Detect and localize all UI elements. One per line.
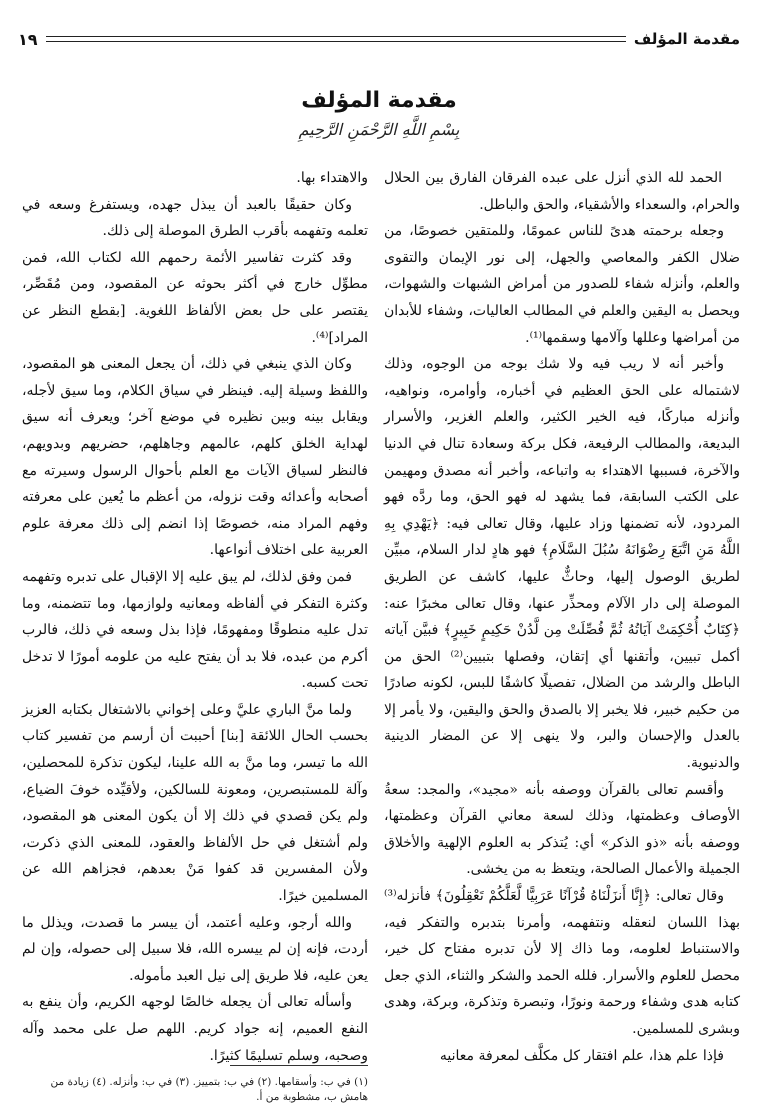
running-title: مقدمة المؤلف: [633, 30, 740, 48]
page-number: ١٩: [18, 29, 38, 49]
paragraph: وجعله برحمته هدىً للناس عمومًا، وللمتقين خصوصًا، من ضلال الكفر والمعاصي والجهل، إلى نور الإيمان والتقوى والعلم، وأنزله شفاء للصدور من أمراض الشبهات والشهوات، ويحصل به اليقين والعلم في المطالب العاليات، وشفاء للأبدان من أمراضها وعللها وآلامها وسقمها⁽¹⁾.: [384, 223, 740, 346]
paragraph: فإذا علم هذا، علم افتقار كل مكلَّف لمعرفة معانيه: [439, 1047, 724, 1064]
footnotes: [22, 1075, 368, 1105]
paragraph: وكان الذي ينبغي في ذلك، أن يجعل المعنى هو المقصود، واللفظ وسيلة إليه. فينظر في سياق الكلام، وما سيق لأجله، ويقابل بينه وبين نظيره في موضع آخر؛ ويعرف أنه سيق لهداية الخلق كلهم، عالمهم وجاهلهم، حضريهم وبدويهم، فالنظر لسياق الآيات مع العلم بأحوال الرسول وسيرته مع أصحابه وأعدائه وقت نزوله، من أعظم ما يُعين على معرفته وفهم المراد منه، خصوصًا إذا انضم إلى ذلك معرفة علوم العربية على اختلاف أنواعها.: [22, 356, 368, 559]
right-column: [384, 165, 740, 1069]
chapter-title: مقدمة المؤلف: [301, 88, 457, 113]
paragraph: والله أرجو، وعليه أعتمد، أن ييسر ما قصدت، ويذلل ما أردت، فإنه إن لم ييسره الله، فلا سبيل إلى حصوله، وإن لم يعن عليه، فلا طريق إلى نيل العبد مأموله.: [22, 914, 368, 984]
basmala: بِسْمِ اللَّهِ الرَّحْمَنِ الرَّحِيمِ: [298, 120, 460, 139]
paragraph: والاهتداء بها.: [296, 170, 368, 186]
paragraph: وأسأله تعالى أن يجعله خالصًا لوجهه الكريم، وأن ينفع به النفع العميم، إنه جواد كريم. اللهم صل على محمد وآله وصحبه، وسلم تسليمًا كثيرًا.: [22, 994, 368, 1064]
paragraph: وأقسم تعالى بالقرآن ووصفه بأنه «مجيد»، والمجد: سعةُ الأوصاف وعظمتها، وذلك لسعة معاني القرآن وعظمتها، ووصفه بأنه «ذو الذكر» أي: يُتذكر به العلوم الإلهية والأخلاق الجميلة والأعمال الصالحة، ويتعظ به من يخشى.: [384, 781, 740, 878]
footnote-rule: [230, 1065, 368, 1066]
header-rule: [46, 36, 626, 42]
left-column: [22, 165, 368, 1069]
paragraph: الحمد لله الذي أنزل على عبده الفرقان الفارق بين الحلال والحرام، والسعداء والأشقياء، والحق والباطل.: [384, 170, 740, 213]
footnote: (١) في ب: وأسقامها. (٢) في ب: بتمييز. (٣) في ب: وأنزله. (٤) زيادة من هامش ب، مشطوبة من أ.: [50, 1076, 368, 1103]
paragraph: فمن وفق لذلك، لم يبق عليه إلا الإقبال على تدبره وتفهمه وكثرة التفكر في ألفاظه ومعانيه ولوازمها، وما تتضمنه، وما تدل عليه منطوقًا ومفهومًا، فإذا بذل وسعه في ذلك، فالرب أكرم من عبده، فلا بد أن يفتح عليه من علومه أمورًا لا تدخل تحت كسبه.: [22, 568, 368, 692]
paragraph: وكان حقيقًا بالعبد أن يبذل جهده، ويستفرغ وسعه في تعلمه وتفهمه بأقرب الطرق الموصلة إلى ذلك.: [22, 196, 368, 240]
paragraph: ولما منَّ الباري عليَّ وعلى إخواني بالاشتغال بكتابه العزيز بحسب الحال اللائقة [بنا] أحببت أن أرسم من تفسير كتاب الله ما تيسر، وما منَّ به الله علينا، ليكون تذكرة للمحصلين، وآلة للمستبصرين، ومعونة للسالكين، ولأقيِّده خوفَ الضياع، ولم يكن قصدي في ذلك إلا أن يكون المعنى هو المقصود، ولم أشتغل في حل الألفاظ والعقود، للمعنى الذي ذكرت، ولأن المفسرين قد كفوا مَنْ بعدهم، فجزاهم الله عن المسلمين خيرًا.: [22, 701, 368, 905]
paragraph: وقد كثرت تفاسير الأئمة رحمهم الله لكتاب الله، فمن مطوِّل خارج في أكثر بحوثه عن المقصود، ومن مُقَصِّر، يقتصر على حل بعض الألفاظ اللغوية. [بقطع النظر عن المراد]⁽⁴⁾.: [22, 249, 368, 346]
paragraph: وأخبر أنه لا ريب فيه ولا شك بوجه من الوجوه، وذلك لاشتماله على الحق العظيم في أخباره، وأوامره، ونواهيه، وأنزله مباركًا، فيه الخير الكثير، والعلم الغزير، والأسرار البديعة، والمطالب الرفيعة، فكل بركة وسعادة تنال في الدنيا والآخرة، فسببها الاهتداء به واتباعه، وأخبر أنه مصدق ومهيمن على الكتب السابقة، فما يشهد له فهو الحق، وما ردَّه فهو المردود، لأنه تضمنها وزاد عليها، وقال تعالى فيه: ﴿يَهْدِي بِهِ اللَّهُ مَنِ اتَّبَعَ رِضْوَانَهُ سُبُلَ السَّلَامِ﴾ فهو هادٍ لدار السلام، مبيِّن لطريق الوصول إليها، وحاثٌّ عليها، كاشف عن الطريق الموصلة إلى دار الآلام ومحذِّر عنها، وقال تعالى مخبرًا عنه: ﴿كِتَابٌ أُحْكِمَتْ آيَاتُهُ ثُمَّ فُصِّلَتْ مِن لَّدُنْ حَكِيمٍ خَبِيرٍ﴾ فبيَّن آياته أكمل تبيين، وأتقنها أي إتقان، وفصلها بتبيين⁽²⁾ الحق من الباطل والرشد من الضلال، تفصيلًا كاشفًا للبس، لكونه صادرًا من حكيم خبير، فلا يخبر إلا بالصدق والحق واليقين، ولا يأمر إلا بالعدل والإحسان والبر، ولا ينهى إلا عن المضار الدينية والدنيوية.: [384, 356, 740, 772]
running-head: [18, 28, 740, 50]
paragraph: وقال تعالى: ﴿إِنَّا أَنزَلْنَاهُ قُرْآنًا عَرَبِيًّا لَّعَلَّكُمْ تَعْقِلُونَ﴾ فأنزله⁽³⁾ بهذا اللسان لنعقله ونتفهمه، وأمرنا بتدبره والتفكر فيه، والاستنباط لعلومه، وما ذاك إلا لأن تدبره مفتاح كل خير، محصل للعلوم والأسرار. فلله الحمد والشكر والثناء، الذي جعل كتابه هدى وشفاء ورحمة ونورًا، وتبصرة وتذكرة، وبركة، وهدى وبشرى للمسلمين.: [384, 888, 740, 1037]
